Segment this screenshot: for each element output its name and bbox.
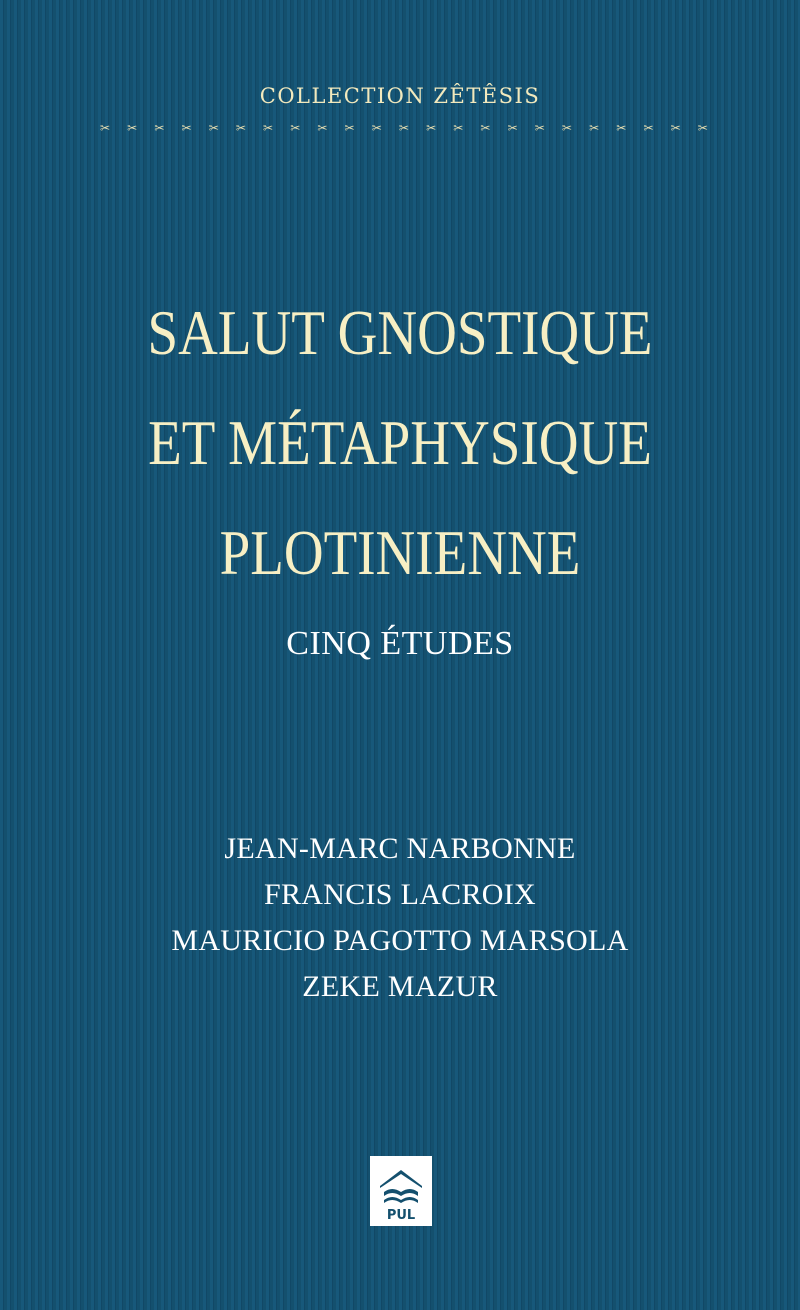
- publisher-logo-icon: [370, 1156, 432, 1226]
- ornament-glyph: ✂: [480, 121, 491, 135]
- ornament-glyph: ✂: [181, 121, 192, 135]
- ornament-glyph: ✂: [290, 121, 301, 135]
- ornament-glyph: ✂: [208, 121, 219, 135]
- ornament-glyph: ✂: [561, 121, 572, 135]
- ornament-glyph: ✂: [263, 121, 274, 135]
- ornament-glyph: ✂: [453, 121, 464, 135]
- publisher-logo-graphic: [370, 1156, 432, 1226]
- book-title: [0, 278, 800, 608]
- ornament-glyph: ✂: [398, 121, 409, 135]
- ornament-glyph: ✂: [127, 121, 138, 135]
- ornament-glyph: ✂: [371, 121, 382, 135]
- publisher-logo-text: PUL: [386, 1208, 416, 1223]
- ornament-glyph: ✂: [534, 121, 545, 135]
- ornament-glyph: ✂: [317, 121, 328, 135]
- ornament-glyph: ✂: [616, 121, 627, 135]
- title-line: PLOTINIENNE: [219, 517, 581, 588]
- ornament-glyph: ✂: [344, 121, 355, 135]
- ornament-glyph: ✂: [670, 121, 681, 135]
- ornament-glyph: ✂: [426, 121, 437, 135]
- title-line: SALUT GNOSTIQUE: [147, 297, 653, 368]
- title-line: ET MÉTAPHYSIQUE: [148, 407, 652, 478]
- ornament-glyph: ✂: [100, 121, 111, 135]
- ornament-glyph: ✂: [507, 121, 518, 135]
- ornament-glyph: ✂: [235, 121, 246, 135]
- book-subtitle: CINQ ÉTUDES: [286, 625, 514, 662]
- ornament-glyph: ✂: [697, 121, 708, 135]
- author-name: ZEKE MAZUR: [302, 970, 498, 1003]
- author-name: JEAN-MARC NARBONNE: [224, 832, 576, 865]
- ornament-divider: [100, 118, 708, 138]
- ornament-glyph: ✂: [643, 121, 654, 135]
- author-list: [0, 826, 800, 1010]
- author-name: FRANCIS LACROIX: [263, 878, 537, 911]
- ornament-glyph: ✂: [154, 121, 165, 135]
- series-label: COLLECTION ZÊTÊSIS: [259, 84, 541, 108]
- author-name: MAURICIO PAGOTTO MARSOLA: [171, 924, 629, 957]
- ornament-glyph: ✂: [589, 121, 600, 135]
